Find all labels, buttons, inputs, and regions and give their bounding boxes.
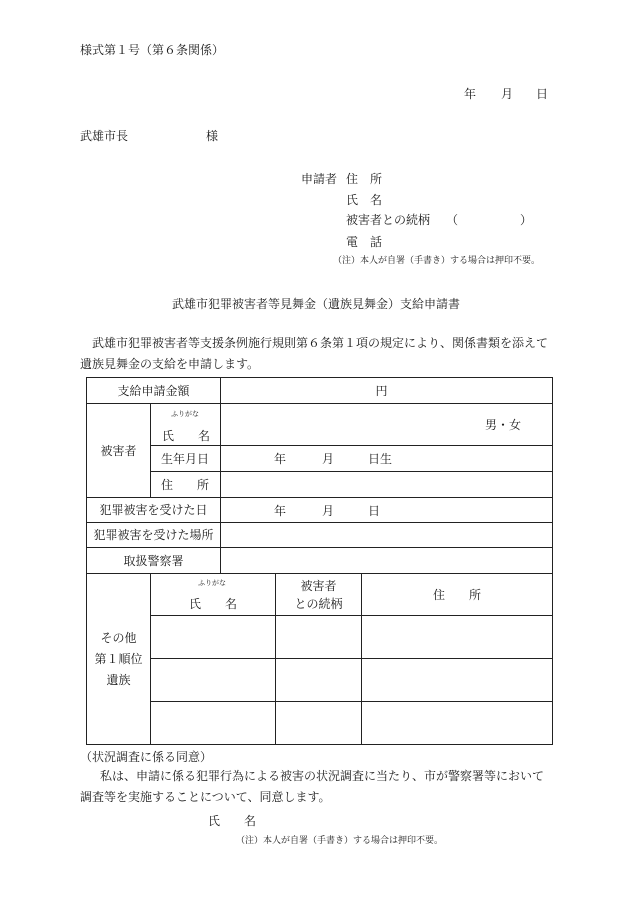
others-row2-relation[interactable] xyxy=(276,659,362,702)
others-row3-relation[interactable] xyxy=(276,702,362,745)
birth-day-label: 日生 xyxy=(368,452,393,466)
victim-address-label: 住 所 xyxy=(161,477,210,492)
birthdate-label: 生年月日 xyxy=(161,451,210,466)
applicant-phone-label: 電 話 xyxy=(346,235,383,249)
relation-paren-close: ） xyxy=(520,213,533,227)
victim-label: 被害者 xyxy=(100,443,137,458)
others-relation-line1: 被害者 xyxy=(300,578,337,593)
relation-paren-open: （ xyxy=(446,213,459,227)
crime-place-label: 犯罪被害を受けた場所 xyxy=(93,528,214,542)
crime-place-label-cell xyxy=(87,523,221,548)
others-row2-address[interactable] xyxy=(362,659,553,702)
police-label-cell xyxy=(87,548,221,574)
consent-note: （注）本人が自署（手書き）する場合は押印不要。 xyxy=(236,836,444,846)
others-row1-relation[interactable] xyxy=(276,616,362,659)
crime-year-label: 年 xyxy=(274,504,287,518)
others-furigana-label: ふりがな xyxy=(198,579,226,587)
consent-name-label: 氏 名 xyxy=(208,814,257,828)
amount-unit: 円 xyxy=(375,383,388,398)
crime-place-cell[interactable] xyxy=(221,523,553,548)
police-label: 取扱警察署 xyxy=(123,553,184,568)
victim-address-label-cell xyxy=(151,472,221,498)
others-label-line3: 遺族 xyxy=(106,672,131,687)
others-relation-line2: との続柄 xyxy=(294,596,343,611)
crime-date-cell[interactable] xyxy=(221,498,553,523)
consent-text: 私は、申請に係る犯罪行為による被害の状況調査に当たり、市が警察署等において調査等を実施することについて、同意します。 xyxy=(80,769,545,804)
others-label-cell xyxy=(87,574,151,745)
victim-furigana-label: ふりがな xyxy=(171,410,199,418)
honorific: 様 xyxy=(206,129,219,143)
others-row3-name[interactable] xyxy=(151,702,276,745)
others-label-line2: 第１順位 xyxy=(94,651,143,666)
amount-label: 支給申請金額 xyxy=(117,383,190,398)
applicant-relation-label: 被害者との続柄 xyxy=(346,213,431,227)
amount-label-cell xyxy=(87,378,221,404)
others-row3-address[interactable] xyxy=(362,702,553,745)
applicant-name-label: 氏 名 xyxy=(346,193,383,207)
addressee: 武雄市長 xyxy=(80,129,129,143)
police-cell[interactable] xyxy=(221,548,553,574)
others-name-header xyxy=(151,574,276,616)
form-number: 様式第１号（第６条関係） xyxy=(80,43,225,57)
date-day-label: 日 xyxy=(536,87,549,101)
document-title: 武雄市犯罪被害者等見舞金（遺族見舞金）支給申請書 xyxy=(172,297,461,311)
crime-day-label: 日 xyxy=(368,504,381,518)
crime-date-label-cell xyxy=(87,498,221,523)
victim-address-cell[interactable] xyxy=(221,472,553,498)
others-address-label: 住 所 xyxy=(433,587,482,602)
date-year-label: 年 xyxy=(464,87,477,101)
victim-name-cell[interactable] xyxy=(221,404,553,446)
victim-name-label: 氏 名 xyxy=(162,429,211,443)
consent-heading: （状況調査に係る同意） xyxy=(80,750,213,764)
crime-date-label: 犯罪被害を受けた日 xyxy=(99,503,208,517)
birth-year-label: 年 xyxy=(274,452,287,466)
victim-name-label-cell xyxy=(151,404,221,446)
others-name-label: 氏 名 xyxy=(189,597,238,611)
others-relation-header xyxy=(276,574,362,616)
others-label-line1: その他 xyxy=(100,630,137,645)
crime-month-label: 月 xyxy=(322,504,335,518)
others-row2-name[interactable] xyxy=(151,659,276,702)
intro-paragraph: 武雄市犯罪被害者等支援条例施行規則第６条第１項の規定により、関係書類を添えて遺族見舞金の支給を申請します。 xyxy=(80,336,549,371)
others-address-header xyxy=(362,574,553,616)
applicant-note: （注）本人が自署（手書き）する場合は押印不要。 xyxy=(333,256,541,266)
birthdate-cell[interactable] xyxy=(221,446,553,472)
others-row1-address[interactable] xyxy=(362,616,553,659)
birth-month-label: 月 xyxy=(322,452,335,466)
birthdate-label-cell xyxy=(151,446,221,472)
victim-label-cell xyxy=(87,404,151,498)
date-month-label: 月 xyxy=(501,87,514,101)
gender-select[interactable]: 男・女 xyxy=(485,418,522,432)
applicant-label: 申請者 xyxy=(301,172,338,186)
applicant-address-label: 住 所 xyxy=(346,172,383,186)
others-row1-name[interactable] xyxy=(151,616,276,659)
application-table xyxy=(86,377,553,745)
amount-value-cell[interactable] xyxy=(221,378,553,404)
